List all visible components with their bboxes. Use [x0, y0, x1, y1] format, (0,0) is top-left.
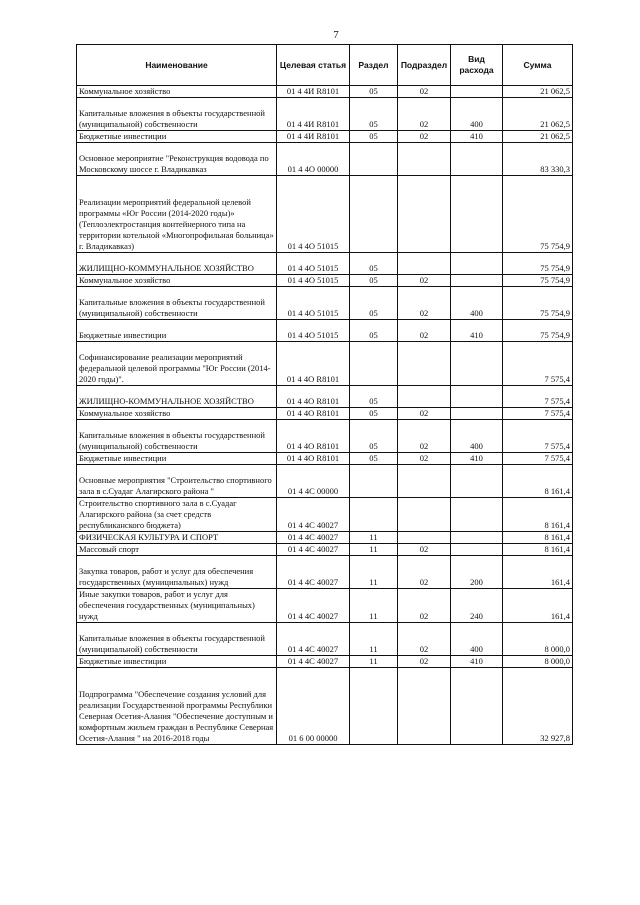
row-name: Капитальные вложения в объекты государственной (муниципальной) собственности [77, 98, 277, 131]
row-expense-type [451, 386, 503, 408]
row-subsection: 02 [398, 556, 451, 589]
row-expense-type [451, 86, 503, 98]
row-article: 01 4 4С 40027 [277, 498, 350, 532]
row-section [350, 143, 398, 176]
row-name: Реализации мероприятий федеральной целевой программы «Юг России (2014-2020 годы)» (Теплоэлектростанция контейнерного типа на территории котельной «Многопрофильная больница» г. Владикавказ) [77, 176, 277, 253]
row-sum: 75 754,9 [503, 287, 573, 320]
row-article: 01 4 4С 00000 [277, 465, 350, 498]
row-article: 01 4 4С 40027 [277, 656, 350, 668]
row-expense-type: 400 [451, 98, 503, 131]
header-expense-type: Вид расхода [451, 45, 503, 86]
row-article: 01 4 4И R8101 [277, 86, 350, 98]
row-sum: 75 754,9 [503, 275, 573, 287]
table-row [77, 589, 573, 623]
row-section: 11 [350, 532, 398, 544]
row-article: 01 4 4О 51015 [277, 253, 350, 275]
table-row [77, 465, 573, 498]
row-expense-type [451, 176, 503, 253]
row-expense-type: 410 [451, 656, 503, 668]
row-section: 05 [350, 420, 398, 453]
row-article: 01 4 4С 40027 [277, 544, 350, 556]
row-sum: 7 575,4 [503, 420, 573, 453]
row-section [350, 498, 398, 532]
row-section: 05 [350, 98, 398, 131]
row-name: Бюджетные инвестиции [77, 131, 277, 143]
row-section: 05 [350, 453, 398, 465]
row-section: 11 [350, 656, 398, 668]
row-subsection [398, 143, 451, 176]
row-article: 01 4 4С 40027 [277, 589, 350, 623]
table-row [77, 656, 573, 668]
table-row [77, 98, 573, 131]
row-sum: 8 161,4 [503, 544, 573, 556]
row-subsection: 02 [398, 623, 451, 656]
table-row [77, 253, 573, 275]
row-article: 01 4 4О R8101 [277, 408, 350, 420]
row-section: 05 [350, 86, 398, 98]
row-section [350, 668, 398, 745]
row-article: 01 4 4С 40027 [277, 623, 350, 656]
row-sum: 21 062,5 [503, 131, 573, 143]
row-expense-type: 410 [451, 320, 503, 342]
row-name: Иные закупки товаров, работ и услуг для обеспечения государственных (муниципальных) нужд [77, 589, 277, 623]
row-subsection: 02 [398, 131, 451, 143]
row-sum: 161,4 [503, 556, 573, 589]
row-name: ЖИЛИЩНО-КОММУНАЛЬНОЕ ХОЗЯЙСТВО [77, 253, 277, 275]
header-subsection: Подраздел [398, 45, 451, 86]
row-sum: 8 161,4 [503, 498, 573, 532]
row-article: 01 4 4О R8101 [277, 453, 350, 465]
table-row [77, 532, 573, 544]
row-subsection: 02 [398, 656, 451, 668]
row-name: Массовый спорт [77, 544, 277, 556]
row-expense-type [451, 668, 503, 745]
row-section: 05 [350, 131, 398, 143]
header-name: Наименование [77, 45, 277, 86]
row-expense-type [451, 544, 503, 556]
row-subsection: 02 [398, 589, 451, 623]
row-name: Бюджетные инвестиции [77, 320, 277, 342]
row-name: Коммунальное хозяйство [77, 86, 277, 98]
row-section: 05 [350, 386, 398, 408]
row-expense-type: 240 [451, 589, 503, 623]
row-sum: 83 330,3 [503, 143, 573, 176]
row-name: Капитальные вложения в объекты государственной (муниципальной) собственности [77, 420, 277, 453]
row-article: 01 4 4О 51015 [277, 275, 350, 287]
row-subsection: 02 [398, 420, 451, 453]
table-row [77, 342, 573, 386]
row-sum: 7 575,4 [503, 453, 573, 465]
row-subsection: 02 [398, 320, 451, 342]
row-expense-type [451, 143, 503, 176]
row-name: Основные мероприятия "Строительство спортивного зала в с.Суадаг Алагирского района " [77, 465, 277, 498]
table-row [77, 668, 573, 745]
row-expense-type [451, 275, 503, 287]
row-name: Закупка товаров, работ и услуг для обеспечения государственных (муниципальных) нужд [77, 556, 277, 589]
table-row [77, 498, 573, 532]
row-expense-type: 200 [451, 556, 503, 589]
row-subsection: 02 [398, 86, 451, 98]
row-article: 01 4 4О R8101 [277, 386, 350, 408]
row-name: ФИЗИЧЕСКАЯ КУЛЬТУРА И СПОРТ [77, 532, 277, 544]
table-row [77, 176, 573, 253]
row-name: Софинансирование реализации мероприятий федеральной целевой программы "Юг России (2014-2020 годы)". [77, 342, 277, 386]
row-subsection [398, 342, 451, 386]
row-subsection [398, 532, 451, 544]
table-row [77, 453, 573, 465]
table-row [77, 623, 573, 656]
row-name: Капитальные вложения в объекты государственной (муниципальной) собственности [77, 287, 277, 320]
row-subsection: 02 [398, 275, 451, 287]
row-sum: 8 161,4 [503, 532, 573, 544]
row-article: 01 4 4И R8101 [277, 131, 350, 143]
row-sum: 21 062,5 [503, 98, 573, 131]
row-expense-type [451, 465, 503, 498]
table-row [77, 386, 573, 408]
header-article: Целевая статья [277, 45, 350, 86]
row-subsection: 02 [398, 98, 451, 131]
row-subsection [398, 386, 451, 408]
row-article: 01 4 4О 00000 [277, 143, 350, 176]
row-article: 01 4 4О R8101 [277, 420, 350, 453]
row-expense-type [451, 253, 503, 275]
row-sum: 75 754,9 [503, 176, 573, 253]
row-section: 05 [350, 320, 398, 342]
header-sum: Сумма [503, 45, 573, 86]
row-section: 05 [350, 275, 398, 287]
row-expense-type: 400 [451, 623, 503, 656]
row-section [350, 176, 398, 253]
row-subsection [398, 176, 451, 253]
table-row [77, 287, 573, 320]
row-expense-type: 400 [451, 420, 503, 453]
row-section: 11 [350, 589, 398, 623]
row-expense-type [451, 532, 503, 544]
row-section [350, 465, 398, 498]
row-article: 01 4 4О 51015 [277, 320, 350, 342]
row-sum: 7 575,4 [503, 408, 573, 420]
page-number: 7 [333, 29, 339, 41]
table-row [77, 143, 573, 176]
row-name: Коммунальное хозяйство [77, 275, 277, 287]
row-expense-type: 410 [451, 131, 503, 143]
row-sum: 8 161,4 [503, 465, 573, 498]
row-subsection [398, 668, 451, 745]
row-section: 11 [350, 623, 398, 656]
row-sum: 8 000,0 [503, 656, 573, 668]
header-section: Раздел [350, 45, 398, 86]
table-row [77, 408, 573, 420]
row-name: Строительство спортивного зала в с.Суадаг Алагирского района (за счет средств республиканского бюджета) [77, 498, 277, 532]
row-name: Подпрограмма "Обеспечение создания условий для реализации Государственной программы Республики Северная Осетия-Алания "Обеспечение доступным и комфортным жильем граждан в Республике Северная Осетия-Алания " на 2016-2018 годы [77, 668, 277, 745]
row-name: Основное мероприятие "Реконструкция водовода по Московскому шоссе г. Владикавказ [77, 143, 277, 176]
row-name: ЖИЛИЩНО-КОММУНАЛЬНОЕ ХОЗЯЙСТВО [77, 386, 277, 408]
row-sum: 75 754,9 [503, 320, 573, 342]
row-section [350, 342, 398, 386]
budget-table [76, 44, 573, 745]
row-expense-type: 410 [451, 453, 503, 465]
table-row [77, 420, 573, 453]
row-article: 01 4 4С 40027 [277, 532, 350, 544]
row-section: 11 [350, 544, 398, 556]
row-name: Бюджетные инвестиции [77, 453, 277, 465]
row-expense-type [451, 342, 503, 386]
table-row [77, 556, 573, 589]
row-expense-type [451, 408, 503, 420]
row-subsection: 02 [398, 453, 451, 465]
table-row [77, 320, 573, 342]
row-subsection: 02 [398, 408, 451, 420]
table-row [77, 544, 573, 556]
row-article: 01 4 4О R8101 [277, 342, 350, 386]
row-name: Коммунальное хозяйство [77, 408, 277, 420]
table-header-row [77, 45, 573, 86]
row-subsection [398, 465, 451, 498]
row-article: 01 4 4О 51015 [277, 176, 350, 253]
row-sum: 32 927,8 [503, 668, 573, 745]
table-row [77, 131, 573, 143]
row-subsection: 02 [398, 544, 451, 556]
row-sum: 161,4 [503, 589, 573, 623]
row-name: Бюджетные инвестиции [77, 656, 277, 668]
row-name: Капитальные вложения в объекты государственной (муниципальной) собственности [77, 623, 277, 656]
row-subsection [398, 498, 451, 532]
row-article: 01 4 4И R8101 [277, 98, 350, 131]
row-subsection [398, 253, 451, 275]
row-sum: 21 062,5 [503, 86, 573, 98]
row-sum: 7 575,4 [503, 386, 573, 408]
row-section: 05 [350, 408, 398, 420]
row-section: 05 [350, 253, 398, 275]
row-article: 01 4 4О 51015 [277, 287, 350, 320]
table-row [77, 275, 573, 287]
row-sum: 75 754,9 [503, 253, 573, 275]
row-subsection: 02 [398, 287, 451, 320]
row-sum: 7 575,4 [503, 342, 573, 386]
row-section: 11 [350, 556, 398, 589]
table-row [77, 86, 573, 98]
row-sum: 8 000,0 [503, 623, 573, 656]
row-article: 01 4 4С 40027 [277, 556, 350, 589]
row-expense-type [451, 498, 503, 532]
row-expense-type: 400 [451, 287, 503, 320]
row-article: 01 6 00 00000 [277, 668, 350, 745]
row-section: 05 [350, 287, 398, 320]
